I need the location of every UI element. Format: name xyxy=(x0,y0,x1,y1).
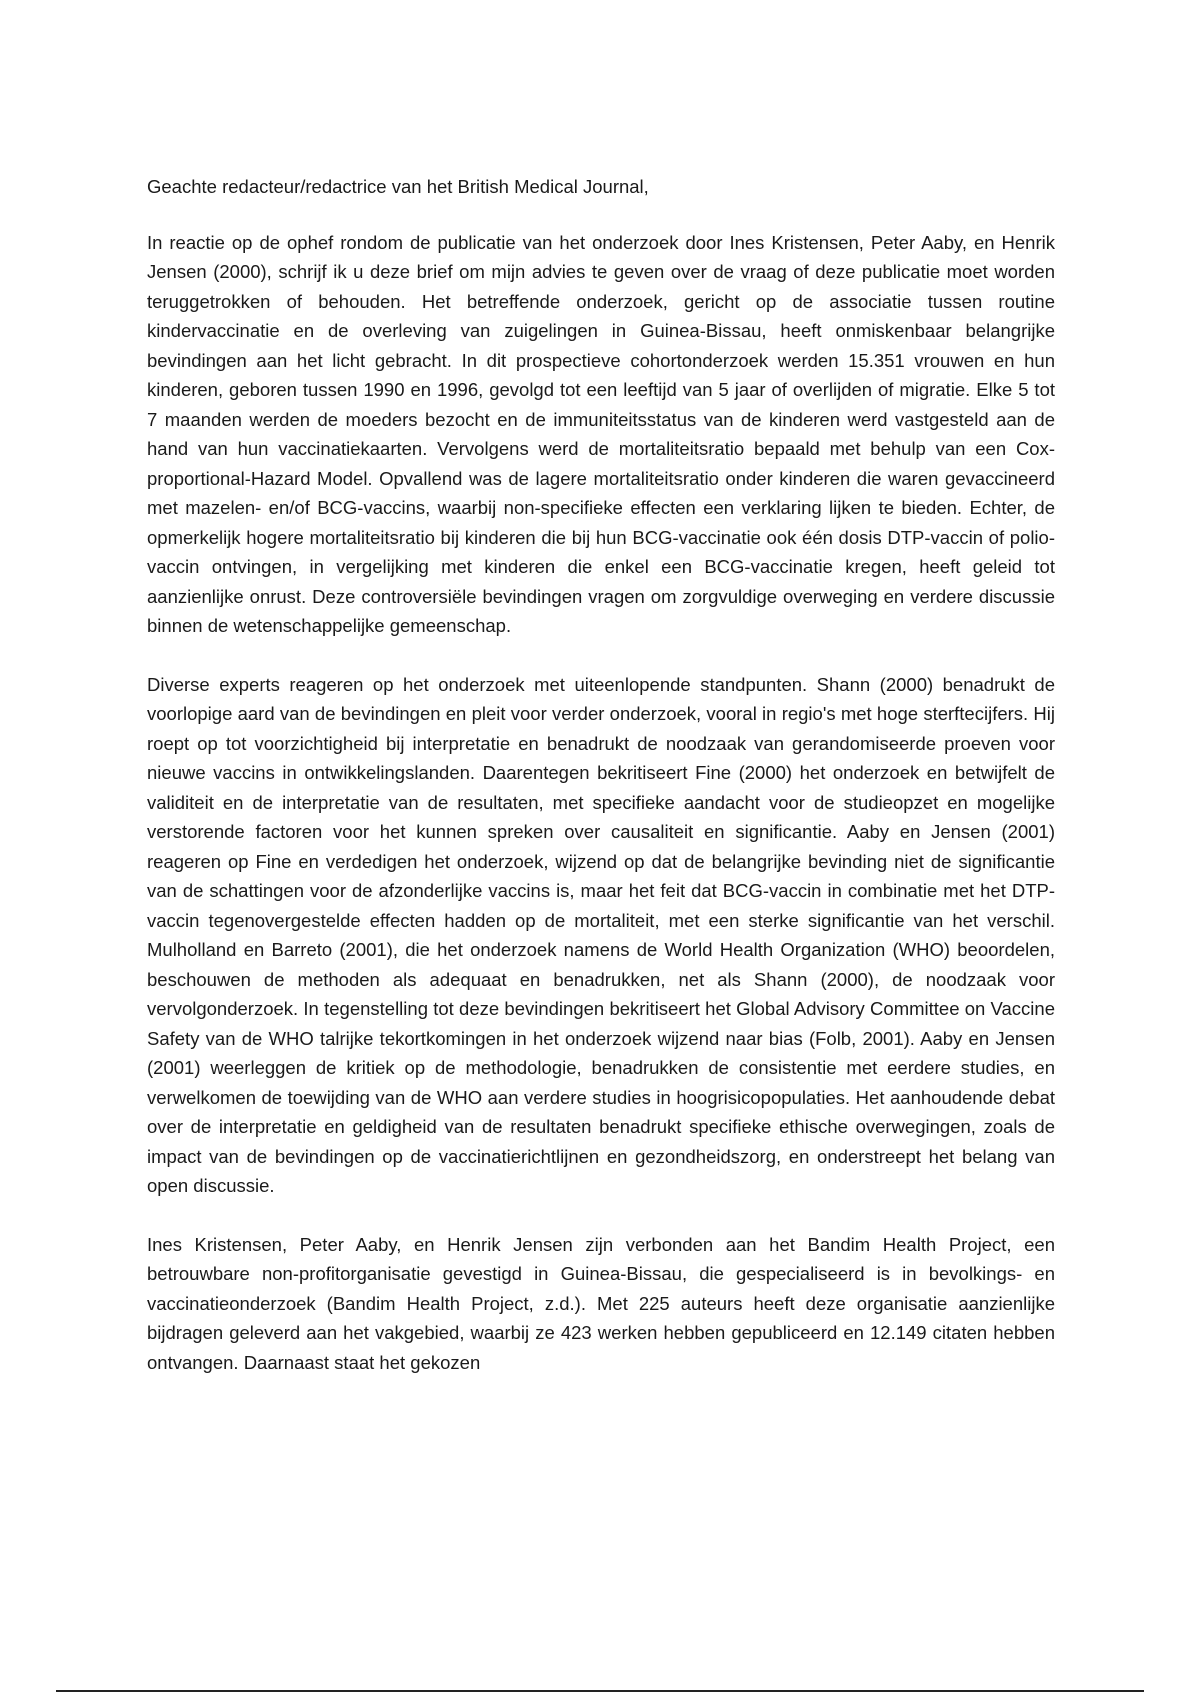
letter-body xyxy=(147,172,1055,1406)
paragraph-expert-reactions: Diverse experts reageren op het onderzoek met uiteenlopende standpunten. Shann (2000) benadrukt de voorlopige aard van de bevindingen en pleit voor verder onderzoek, vooral in regio's met hoge sterftecijfers. Hij roept op tot voorzichtigheid bij interpretatie en benadrukt de noodzaak van gerandomiseerde proeven voor nieuwe vaccins in ontwikkelingslanden. Daarentegen bekritiseert Fine (2000) het onderzoek en betwijfelt de validiteit en de interpretatie van de resultaten, met specifieke aandacht voor de studieopzet en mogelijke verstorende factoren voor het kunnen spreken over causaliteit en significantie. Aaby en Jensen (2001) reageren op Fine en verdedigen het onderzoek, wijzend op dat de belangrijke bevinding niet de significantie van de schattingen voor de afzonderlijke vaccins is, maar het feit dat BCG-vaccin in combinatie met het DTP-vaccin tegenovergestelde effecten hadden op de mortaliteit, met een sterke significantie van het verschil. Mulholland en Barreto (2001), die het onderzoek namens de World Health Organization (WHO) beoordelen, beschouwen de methoden als adequaat en benadrukken, net als Shann (2000), de noodzaak voor vervolgonderzoek. In tegenstelling tot deze bevindingen bekritiseert het Global Advisory Committee on Vaccine Safety van de WHO talrijke tekortkomingen in het onderzoek wijzend naar bias (Folb, 2001). Aaby en Jensen (2001) weerleggen de kritiek op de methodologie, benadrukken de consistentie met eerdere studies, en verwelkomen de toewijding van de WHO aan verdere studies in hoogrisicopopulaties. Het aanhoudende debat over de interpretatie en geldigheid van de resultaten benadrukt specifieke ethische overwegingen, zoals de impact van de bevindingen op de vaccinatierichtlijnen en gezondheidszorg, en onderstreept het belang van open discussie. xyxy=(147,673,1055,1196)
paragraph-author-affiliation: Ines Kristensen, Peter Aaby, en Henrik Jensen zijn verbonden aan het Bandim Health Project, een betrouwbare non-profitorganisatie gevestigd in Guinea-Bissau, die gespecialiseerd is in bevolkings- en vaccinatieonderzoek (Bandim Health Project, z.d.). Met 225 auteurs heeft deze organisatie aanzienlijke bijdragen geleverd aan het vakgebied, waarbij ze 423 werken hebben gepubliceerd en 12.149 citaten hebben ontvangen. Daarnaast staat het gekozen xyxy=(147,1233,1055,1373)
page-bottom-divider xyxy=(56,1690,1144,1692)
paragraph-study-summary: In reactie op de ophef rondom de publicatie van het onderzoek door Ines Kristensen, Peter Aaby, en Henrik Jensen (2000), schrijf ik u deze brief om mijn advies te geven over de vraag of deze publicatie moet worden teruggetrokken of behouden. Het betreffende onderzoek, gericht op de associatie tussen routine kindervaccinatie en de overleving van zuigelingen in Guinea-Bissau, heeft onmiskenbaar belangrijke bevindingen aan het licht gebracht. In dit prospectieve cohortonderzoek werden 15.351 vrouwen en hun kinderen, geboren tussen 1990 en 1996, gevolgd tot een leeftijd van 5 jaar of overlijden of migratie. Elke 5 tot 7 maanden werden de moeders bezocht en de immuniteitsstatus van de kinderen werd vastgesteld aan de hand van hun vaccinatiekaarten. Vervolgens werd de mortaliteitsratio bepaald met behulp van een Cox-proportional-Hazard Model. Opvallend was de lagere mortaliteitsratio onder kinderen die waren gevaccineerd met mazelen- en/of BCG-vaccins, waarbij non-specifieke effecten een verklaring lijken te bieden. Echter, de opmerkelijk hogere mortaliteitsratio bij kinderen die bij hun BCG-vaccinatie ook één dosis DTP-vaccin of polio-vaccin ontvingen, in vergelijking met kinderen die enkel een BCG-vaccinatie kregen, heeft geleid tot aanzienlijke onrust. Deze controversiële bevindingen vragen om zorgvuldige overweging en verdere discussie binnen de wetenschappelijke gemeenschap. xyxy=(147,231,1055,636)
salutation: Geachte redacteur/redactrice van het British Medical Journal, xyxy=(147,176,649,197)
